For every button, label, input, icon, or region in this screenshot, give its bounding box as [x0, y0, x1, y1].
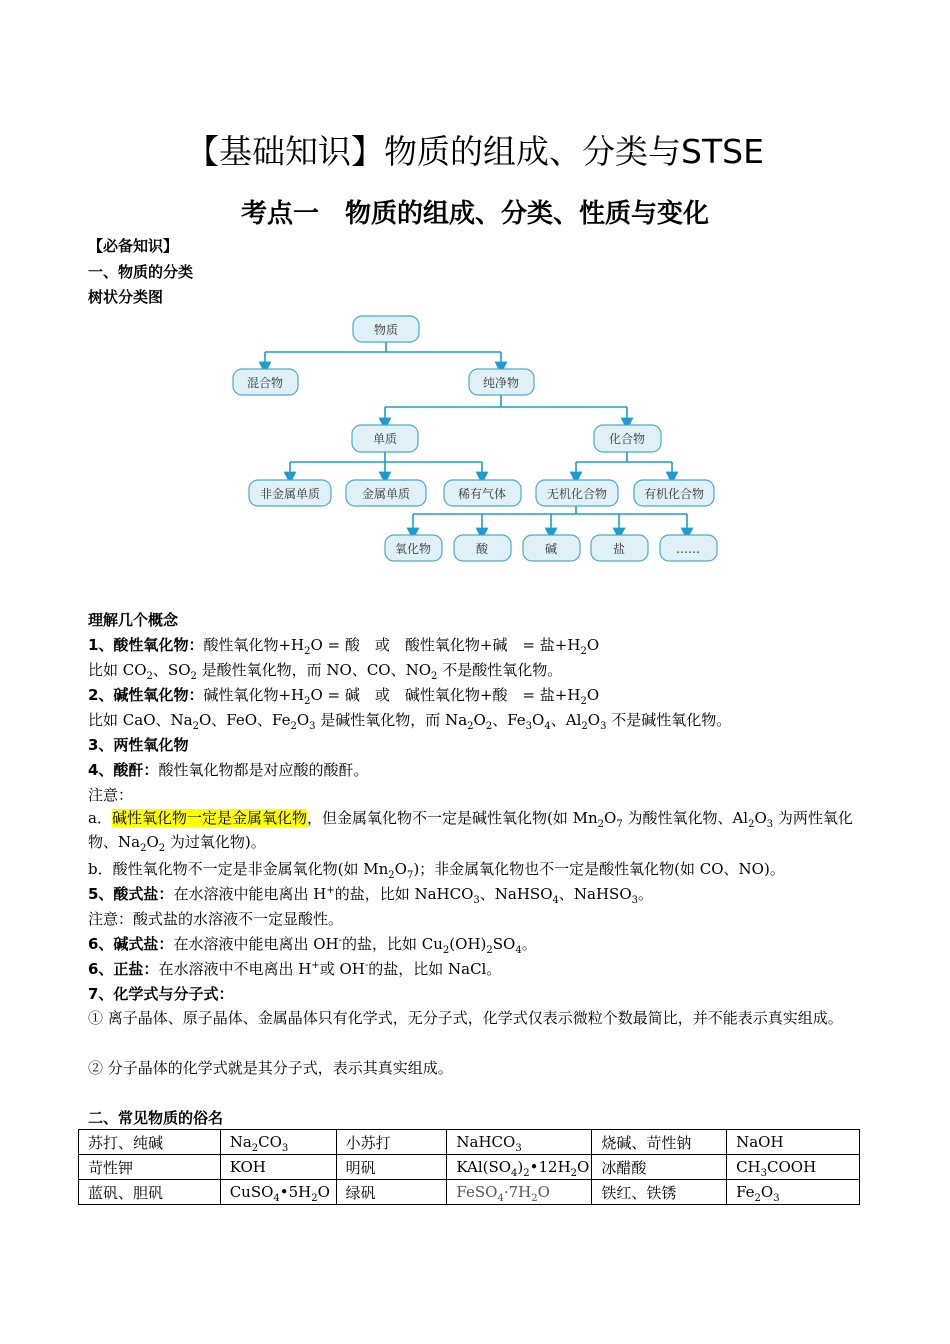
table-row [79, 1155, 860, 1180]
concept-6: 6、碱式盐：在水溶液中能电离出 OH-的盐，比如 $Cu_2(OH)_2SO_4$。 [88, 935, 537, 956]
note-label: 注意： [88, 786, 134, 804]
table-cell: $FeSO_4\cdot 7H_2O$ [447, 1180, 592, 1205]
node-element-label: 单质 [372, 432, 398, 446]
tree-label: 树状分类图 [88, 288, 164, 306]
concept-5-note: 注意：酸式盐的水溶液不一定显酸性。 [88, 910, 344, 928]
common-names-table [78, 1129, 860, 1205]
concept-6b: 6、正盐：在水溶液中不电离出 H+或 OH-的盐，比如 NaCl。 [88, 960, 502, 978]
concept-5: 5、酸式盐：在水溶液中能电离出 H+的盐，比如 NaHCO$_3$、NaHSO$_4$、NaHSO$_3$。 [88, 885, 654, 906]
table-cell: 苏打、纯碱 [79, 1130, 221, 1155]
node-noble-gas-label: 稀有气体 [457, 487, 507, 501]
page-subtitle: 考点一 物质的组成、分类、性质与变化 [240, 199, 709, 229]
concepts-heading: 理解几个概念 [88, 611, 179, 629]
concept-2: 2、碱性氧化物：碱性氧化物$+H_2O$ = 碱 或 碱性氧化物+酸 = 盐$+H_2O$ [88, 686, 600, 707]
section2-heading: 二、常见物质的俗名 [88, 1109, 224, 1127]
table-row [79, 1180, 860, 1205]
section1-heading: 一、物质的分类 [88, 263, 194, 281]
concept-7-2: ② 分子晶体的化学式就是其分子式，表示其真实组成。 [88, 1059, 453, 1077]
table-cell: 明矾 [336, 1155, 447, 1180]
note-b: b．酸性氧化物不一定是非金属氧化物(如 $Mn_2O_7$)；非金属氧化物也不一定是酸性氧化物(如 CO、NO)。 [88, 860, 785, 881]
table-cell: $Fe_2O_3$ [727, 1180, 860, 1205]
table-cell: NaHCO$_3$ [447, 1130, 592, 1155]
note-a-highlight: 碱性氧化物一定是金属氧化物 [111, 809, 307, 827]
node-mixture-label: 混合物 [246, 376, 284, 390]
classification-tree [228, 312, 728, 568]
concept-2-label: 2、碱性氧化物： [88, 686, 204, 704]
node-acid-label: 酸 [475, 542, 489, 556]
node-salt-label: 盐 [612, 542, 626, 556]
node-etc-label: …… [676, 542, 700, 556]
concept-5-label: 5、酸式盐： [88, 885, 174, 903]
table-cell: $KAl(SO_4)_2•12H_2O$ [447, 1155, 592, 1180]
concept-7-1: ① 离子晶体、原子晶体、金属晶体只有化学式，无分子式，化学式仅表示微粒个数最简比，并不能表示真实组成。 [88, 1009, 843, 1027]
table-cell: 铁红、铁锈 [592, 1180, 727, 1205]
table-cell: NaOH [727, 1130, 860, 1155]
table-row [79, 1130, 860, 1155]
table-cell: KOH [220, 1155, 336, 1180]
table-cell: 冰醋酸 [592, 1155, 727, 1180]
concept-6b-label: 6、正盐： [88, 960, 159, 978]
table-cell: 烧碱、苛性钠 [592, 1130, 727, 1155]
concept-1-label: 1、酸性氧化物： [88, 636, 204, 654]
concept-1: 1、酸性氧化物：酸性氧化物$+H_2O$ = 酸 或 酸性氧化物+碱 = 盐$+H_2O$ [88, 636, 600, 657]
concept-4 [88, 760, 368, 780]
concept-1-example: 比如 $CO_2$、$SO_2$ 是酸性氧化物，而 NO、CO、$NO_2$ 不是酸性氧化物。 [88, 661, 563, 682]
node-root-label: 物质 [373, 323, 399, 337]
note-a: a．碱性氧化物一定是金属氧化物，但金属氧化物不一定是碱性氧化物(如 $Mn_2O_7$ 为酸性氧化物、$Al_2O_3$ 为两性氧化物、$Na_2O_2$ 为过氧化物)。 [88, 809, 853, 854]
table-cell: 小苏打 [336, 1130, 447, 1155]
section-required: 【必备知识】 [88, 237, 179, 255]
concept-7: 7、化学式与分子式： [88, 985, 234, 1003]
concept-3: 3、两性氧化物 [88, 736, 189, 754]
table-cell: $Na_2CO_3$ [220, 1130, 336, 1155]
node-compound-label: 化合物 [608, 432, 646, 446]
node-metal-label: 金属单质 [361, 487, 411, 501]
concept-4-label: 4、酸酐： [88, 761, 159, 779]
concept-2-example: 比如 CaO、$Na_2O$、FeO、$Fe_2O_3$ 是碱性氧化物，而 $Na_2O_2$、$Fe_3O_4$、$Al_2O_3$ 不是碱性氧化物。 [88, 711, 732, 732]
page-title: 【基础知识】物质的组成、分类与STSE [186, 132, 764, 171]
node-organic-label: 有机化合物 [643, 487, 705, 501]
table-cell: 蓝矾、胆矾 [79, 1180, 221, 1205]
node-nonmetal-label: 非金属单质 [259, 487, 321, 501]
table-cell: 绿矾 [336, 1180, 447, 1205]
table-cell: 苛性钾 [79, 1155, 221, 1180]
concept-4-text: 酸性氧化物都是对应酸的酸酐。 [158, 761, 369, 779]
node-oxide-label: 氧化物 [394, 542, 432, 556]
node-base-label: 碱 [544, 542, 558, 556]
concept-6-label: 6、碱式盐： [88, 935, 174, 953]
table-cell: $CH_3COOH$ [727, 1155, 860, 1180]
node-pure-label: 纯净物 [482, 376, 520, 390]
node-inorganic-label: 无机化合物 [546, 487, 608, 501]
table-cell: $CuSO_4•5H_2O$ [220, 1180, 336, 1205]
